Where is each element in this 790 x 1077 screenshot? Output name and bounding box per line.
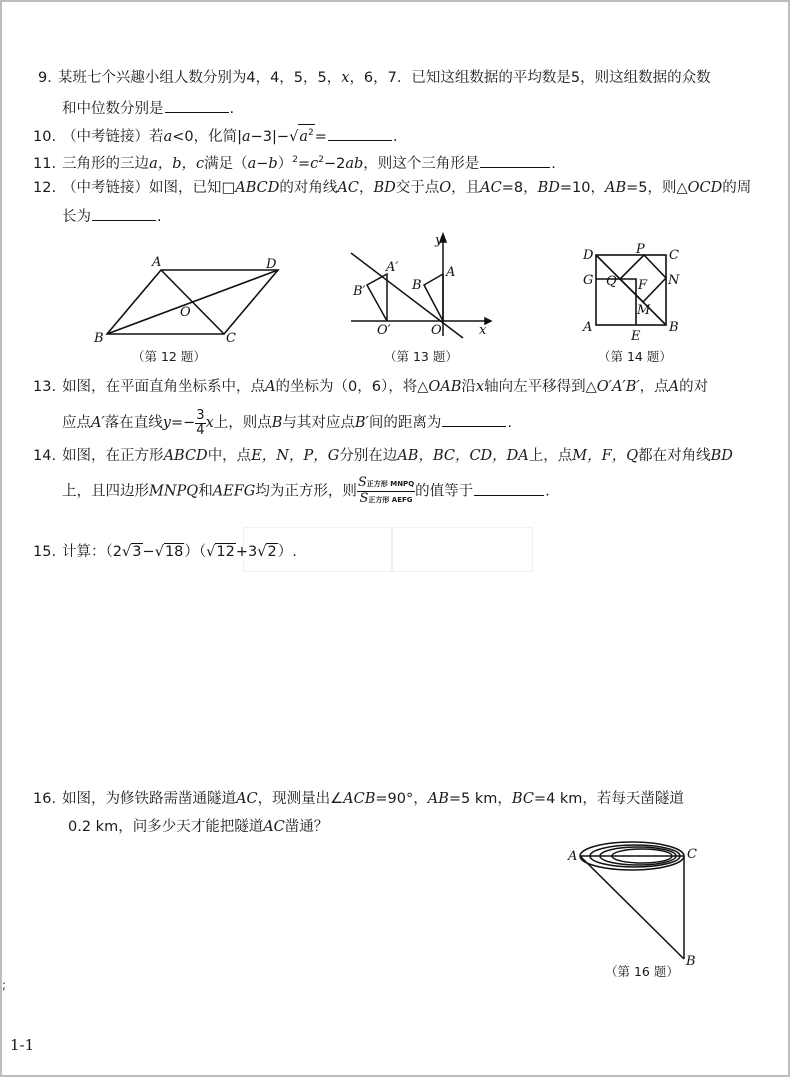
question-text: 的周 [722, 180, 752, 196]
math-var: a [299, 128, 308, 145]
sqrt-3: √3 [122, 544, 142, 560]
math-var: OCD [687, 180, 723, 196]
parallelogram-symbol: □ [221, 180, 236, 196]
question-text: 轴向左平移得到△ [484, 379, 597, 395]
question-11 [33, 150, 556, 174]
math-expr: =− [170, 415, 196, 431]
math-var: AB，BC，CD，DA [397, 448, 529, 464]
math-var: AC [480, 180, 502, 196]
label-b-prime: B′ [353, 284, 366, 299]
question-text: ） [277, 155, 293, 172]
question-9-line2 [62, 98, 234, 119]
label-c: C [669, 248, 679, 263]
question-text: 上，点 [528, 448, 573, 464]
question-text: 某班七个兴趣小组人数分别为4，4，5，5， [57, 70, 342, 86]
math-var: x [475, 379, 485, 395]
math-var: MNPQ [149, 483, 199, 500]
question-16 [33, 789, 684, 809]
math-var: ABCD [235, 180, 280, 196]
answer-blank[interactable] [92, 206, 156, 221]
label-b: B [669, 320, 679, 335]
question-text: 的值等于 [415, 483, 474, 500]
question-text: （中考链接）如图，已知 [62, 180, 222, 196]
label-p: P [636, 243, 645, 257]
label-m: M [637, 303, 651, 318]
radicand: 2 [267, 544, 277, 560]
margin-mark: ; [2, 978, 7, 992]
question-text: 和 [198, 483, 213, 500]
math-expr: = [297, 155, 311, 172]
math-var: A [265, 379, 276, 395]
question-text: ，则这个三角形是 [363, 155, 480, 172]
question-text: =90°， [375, 791, 428, 807]
punct: . [157, 209, 162, 225]
question-text: ，现测量出∠ [257, 791, 344, 807]
radicand: 18 [164, 544, 184, 560]
question-text: 三角形的三边 [62, 155, 150, 172]
label-f: F [638, 278, 648, 293]
radicand: 12 [216, 544, 235, 560]
math-expr: = [314, 128, 327, 145]
math-expr: −3|− [250, 128, 290, 145]
figure-12-caption: （第 12 题） [132, 349, 206, 364]
diagonal-bd [107, 270, 278, 334]
figure-16 [565, 838, 715, 972]
math-var: ab [345, 155, 364, 172]
label-o: O [431, 323, 442, 338]
question-text: =5 km， [448, 791, 512, 807]
math-expr: =8， [501, 180, 538, 196]
question-text: 满足（ [204, 155, 248, 172]
math-expr: −2 [323, 155, 346, 172]
sqrt-2: √2 [257, 544, 277, 560]
triangle-oab [424, 274, 443, 321]
figure-14 [578, 243, 688, 347]
math-var: B′ [354, 415, 369, 431]
answer-blank[interactable] [442, 412, 506, 427]
label-b: B [412, 278, 422, 293]
math-var: M，F，Q [572, 448, 639, 464]
question-text: ，且 [451, 180, 481, 196]
punct: . [545, 483, 550, 500]
math-var: E，N，P，G [251, 448, 340, 464]
math-var: OAB [428, 379, 462, 395]
math-var: S [359, 491, 369, 506]
question-number: 9. [38, 70, 52, 86]
question-text: 上，且四边形 [62, 483, 149, 500]
label-a-prime: A′ [386, 260, 399, 275]
question-12 [33, 178, 751, 198]
math-expr: +3 [235, 544, 258, 560]
bleed-through-text [420, 620, 432, 637]
bleed-through-table [391, 527, 533, 572]
label-a: A [583, 320, 593, 335]
exponent: 2 [318, 155, 324, 165]
question-9 [38, 68, 711, 88]
math-expr: =5，则△ [626, 180, 688, 196]
figure-16-caption: （第 16 题） [605, 964, 679, 979]
label-d: D [583, 248, 594, 263]
label-o-prime: O′ [377, 323, 391, 338]
numerator [357, 476, 415, 492]
math-var: A′ [91, 415, 105, 431]
label-y: y [435, 233, 443, 248]
math-var: ACB [343, 791, 376, 807]
question-text: 都在对角线 [638, 448, 711, 464]
question-text: 上，则点 [213, 415, 272, 431]
math-var: ABCD [163, 448, 208, 464]
label-a: A [152, 255, 162, 270]
label-x: x [479, 323, 487, 338]
question-10 [33, 124, 397, 147]
question-text: 交于点 [395, 180, 440, 196]
question-text: 如图，在正方形 [62, 448, 164, 464]
label-n: N [668, 273, 680, 288]
subscript: 正方形 AEFG [368, 496, 413, 504]
label-o: O [180, 305, 191, 320]
exponent: 2 [307, 128, 314, 138]
question-text: 应点 [62, 415, 91, 431]
math-var: AB [604, 180, 627, 196]
sqrt-18: √18 [154, 544, 184, 560]
math-var: A [668, 379, 680, 395]
question-text: <0，化简| [172, 128, 242, 145]
math-var: AB [427, 791, 449, 807]
question-text: 如图，为修铁路需凿通隧道 [62, 791, 237, 807]
label-c: C [687, 847, 697, 862]
question-number: 13. [33, 379, 57, 395]
math-var: c [310, 155, 319, 172]
label-b: B [94, 331, 104, 345]
question-14 [33, 446, 733, 466]
sqrt-expr: $√a^2$ [289, 124, 315, 147]
label-b: B [686, 954, 696, 968]
figure-13-caption: （第 13 题） [384, 349, 458, 364]
denominator: 4 [196, 422, 205, 438]
question-text: ，点 [639, 379, 669, 395]
question-text: =4 km，若每天凿隧道 [533, 791, 684, 807]
question-text: 的对角线 [279, 180, 338, 196]
exponent: 2 [292, 155, 298, 165]
math-var: AC [337, 180, 359, 196]
answer-blank[interactable] [480, 153, 550, 168]
question-text: 落在直线 [104, 415, 163, 431]
math-var: AEFG [212, 483, 256, 500]
math-expr: a−b [247, 155, 278, 172]
question-16-line2 [68, 817, 328, 837]
math-var: a [241, 128, 251, 145]
question-text: 长为 [62, 209, 91, 225]
math-var: B [271, 415, 283, 431]
punct: ， [358, 180, 374, 196]
label-a: A [446, 265, 456, 280]
question-text: 的对 [679, 379, 709, 395]
sqrt-12: √12 [206, 544, 235, 560]
math-var: S [357, 475, 367, 490]
question-number: 14. [33, 448, 57, 464]
question-text: 和中位数分别是 [62, 101, 164, 117]
question-15 [33, 542, 297, 562]
answer-blank[interactable] [165, 98, 229, 113]
question-text: 均为正方形，则 [255, 483, 357, 500]
punct: . [551, 155, 556, 172]
question-text: 0.2 km，问多少天才能把隧道 [68, 819, 264, 835]
math-var: AC [236, 791, 258, 807]
denominator [357, 492, 415, 507]
punct: . [229, 101, 235, 117]
question-number: 16. [33, 791, 57, 807]
figure-13 [345, 228, 495, 347]
subscript: 正方形 MNPQ [366, 480, 415, 488]
punct: . [507, 415, 512, 431]
label-d: D [266, 257, 277, 272]
answer-blank[interactable] [474, 481, 544, 496]
question-text: 中，点 [207, 448, 252, 464]
area-ratio-fraction [357, 476, 415, 507]
question-text: 沿 [461, 379, 476, 395]
math-var: BD [537, 180, 560, 196]
math-var: O′A′B′ [596, 379, 640, 395]
question-text: ，6，7．已知这组数据的平均数是5，则这组数据的众数 [349, 70, 711, 86]
figure-14-caption: （第 14 题） [598, 349, 672, 364]
question-13 [33, 377, 708, 397]
math-expr: =10， [559, 180, 605, 196]
fraction-three-quarters [195, 409, 205, 438]
question-text: 如图，在平面直角坐标系中，点 [62, 379, 266, 395]
question-number: 15. [33, 544, 57, 560]
math-expr: − [142, 544, 155, 560]
question-text: 与其对应点 [282, 415, 355, 431]
question-text: 计算：（2 [62, 544, 123, 560]
punct: ）. [277, 544, 297, 560]
math-var: AC [263, 819, 285, 835]
answer-blank[interactable] [328, 126, 392, 141]
math-var: x [205, 415, 214, 431]
label-q: Q [606, 274, 617, 289]
math-var: a，b，c [149, 155, 205, 172]
question-text: 凿通？ [284, 819, 329, 835]
question-text: 间的距离为 [368, 415, 442, 431]
math-var: a [163, 128, 173, 145]
question-text: 分别在边 [339, 448, 398, 464]
question-text: ）（ [184, 544, 207, 560]
math-var: BD [710, 448, 733, 464]
label-c: C [226, 331, 236, 345]
question-number: 11. [33, 155, 57, 172]
question-text: （中考链接）若 [62, 128, 164, 145]
figure-12 [90, 250, 290, 349]
question-14-line2 [62, 476, 550, 507]
math-var: BD [373, 180, 396, 196]
question-13-line2 [62, 408, 512, 438]
label-g: G [583, 273, 594, 288]
question-text: 的坐标为（0，6），将△ [275, 379, 429, 395]
question-12-line2 [62, 206, 162, 227]
question-number: 12. [33, 180, 57, 196]
label-e: E [631, 329, 641, 343]
label-a: A [568, 849, 578, 864]
numerator: 3 [196, 407, 205, 423]
radicand: 3 [132, 544, 142, 560]
math-var: BC [511, 791, 534, 807]
punct: . [392, 128, 398, 145]
question-number: 10. [33, 128, 57, 145]
math-var: O [439, 180, 452, 196]
triangle-o-prime-a-prime-b-prime [367, 274, 387, 321]
math-var: x [341, 70, 350, 86]
segment-ab [580, 856, 684, 959]
page-label: 1-1 [10, 1036, 35, 1054]
math-var: y [162, 415, 171, 431]
